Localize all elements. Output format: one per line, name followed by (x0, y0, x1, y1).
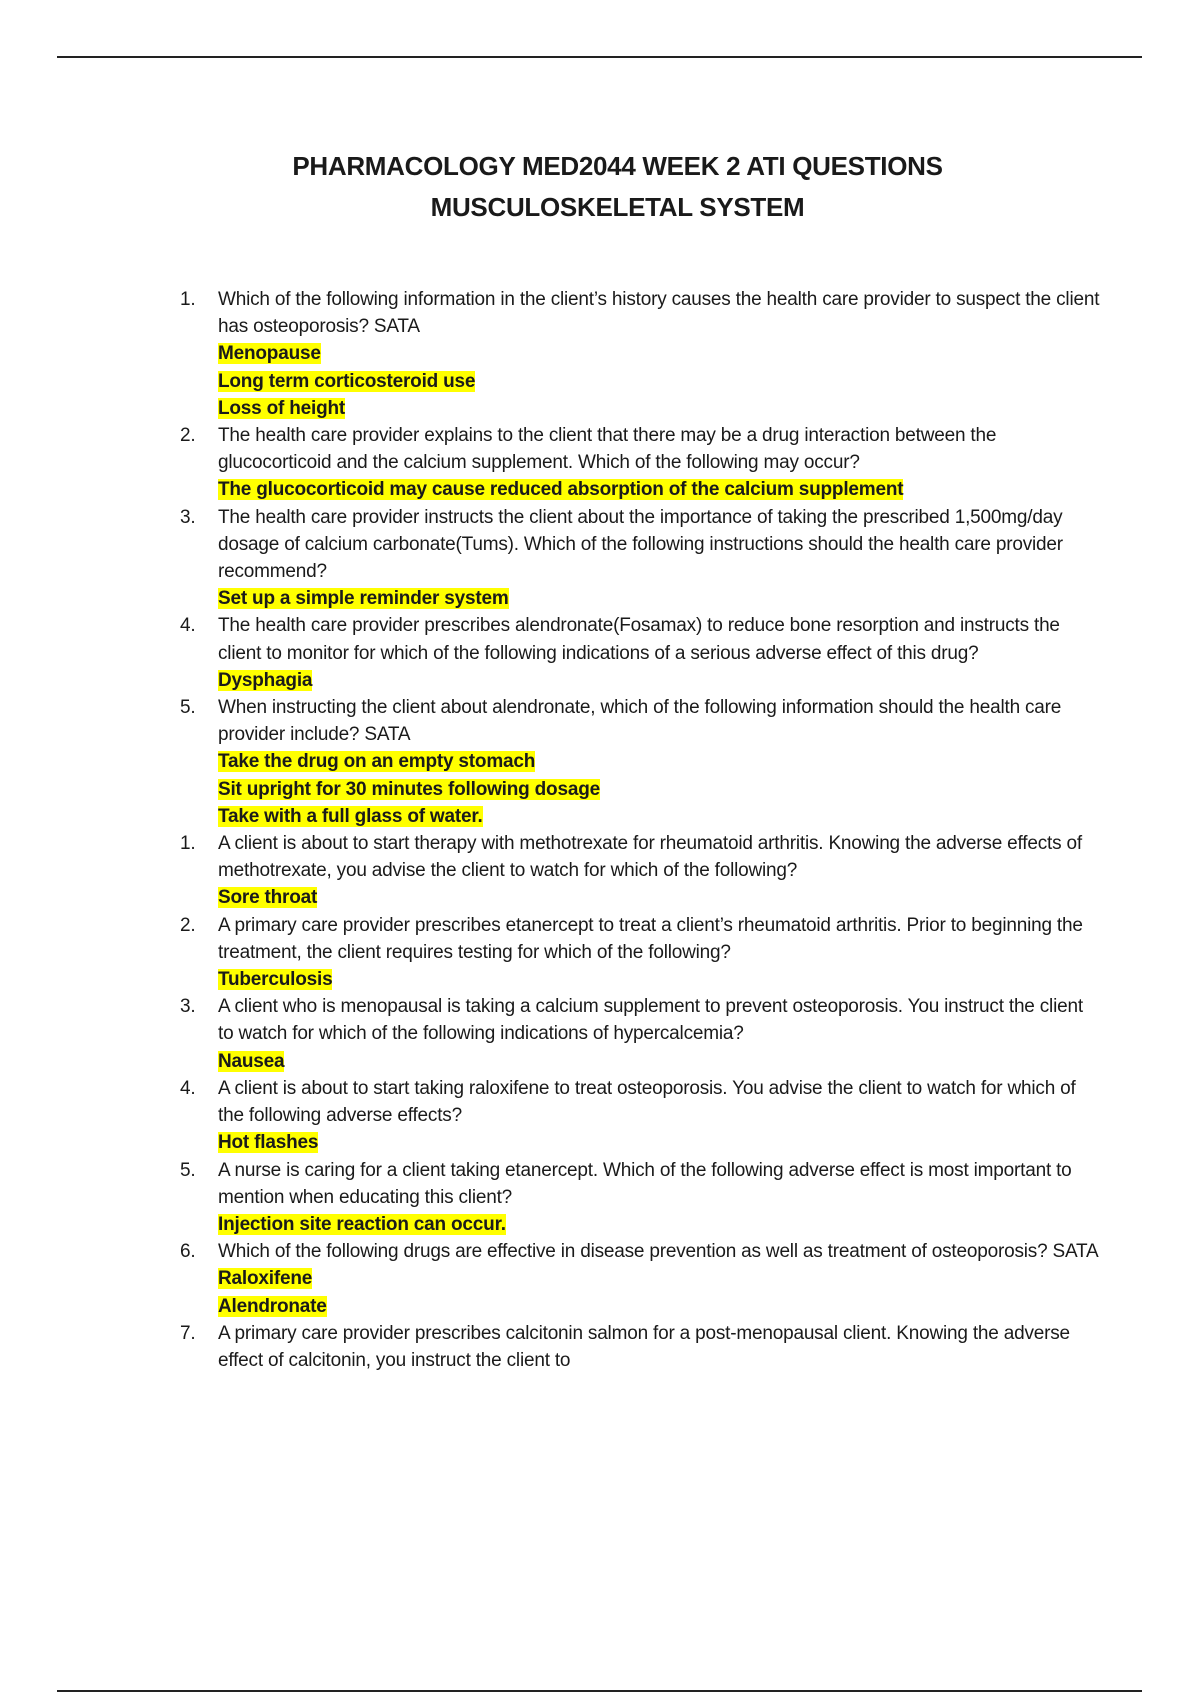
bottom-rule (57, 1690, 1142, 1692)
answer-highlight: Long term corticosteroid use (218, 370, 476, 392)
answer-line (218, 1129, 1100, 1156)
question-item (180, 1157, 1100, 1239)
answer-highlight: The glucocorticoid may cause reduced absorption of the calcium supplement (218, 479, 904, 501)
answer-line (218, 966, 1100, 993)
question-text: A nurse is caring for a client taking etanercept. Which of the following adverse effect is most important to mention when educating this client? (218, 1159, 1072, 1208)
answer-line (218, 585, 1100, 612)
answer-line (218, 1265, 1100, 1292)
question-item (180, 1075, 1100, 1157)
answer-highlight: Set up a simple reminder system (218, 588, 509, 610)
question-item (180, 830, 1100, 912)
question-number: 3. (180, 506, 196, 528)
title-line-2: MUSCULOSKELETAL SYSTEM (430, 192, 805, 222)
answer-line (218, 667, 1100, 694)
answer-line (218, 776, 1100, 803)
answer-line (218, 884, 1100, 911)
question-text: The health care provider explains to the client that there may be a drug interaction between the glucocorticoid and the calcium supplement. Which of the following may occur? (218, 425, 997, 474)
question-item (180, 422, 1100, 504)
answer-highlight: Nausea (218, 1050, 285, 1072)
question-number: 3. (180, 996, 196, 1018)
answer-highlight: Menopause (218, 343, 321, 365)
question-text: A primary care provider prescribes etanercept to treat a client’s rheumatoid arthritis. Prior to beginning the treatment, the client requires testing for which of the following? (218, 914, 1083, 963)
answer-highlight: Dysphagia (218, 669, 313, 691)
answer-highlight: Loss of height (218, 397, 346, 419)
question-number: 6. (180, 1241, 196, 1263)
question-item (180, 612, 1100, 694)
question-number: 7. (180, 1322, 196, 1344)
answer-highlight: Take the drug on an empty stomach (218, 751, 536, 773)
question-item (180, 912, 1100, 994)
answer-highlight: Tuberculosis (218, 969, 333, 991)
answer-line (218, 803, 1100, 830)
page-title (0, 146, 1200, 228)
answer-line (218, 1048, 1100, 1075)
question-number: 4. (180, 615, 196, 637)
question-text: Which of the following information in the client’s history causes the health care provider to suspect the client has osteoporosis? SATA (218, 289, 1100, 338)
question-number: 2. (180, 425, 196, 447)
question-number: 4. (180, 1077, 196, 1099)
answer-highlight: Alendronate (218, 1295, 327, 1317)
answer-line (218, 1211, 1100, 1238)
answer-line (218, 368, 1100, 395)
title-line-1: PHARMACOLOGY MED2044 WEEK 2 ATI QUESTIONS (292, 151, 943, 181)
question-text: A primary care provider prescribes calcitonin salmon for a post-menopausal client. Knowing the adverse effect of calcitonin, you instruct the client to (218, 1322, 1070, 1371)
question-number: 2. (180, 914, 196, 936)
answer-line (218, 476, 1100, 503)
question-item (180, 694, 1100, 830)
question-item (180, 1238, 1100, 1320)
question-list (180, 286, 1100, 1374)
top-rule (57, 56, 1142, 58)
answer-highlight: Hot flashes (218, 1132, 319, 1154)
question-text: A client who is menopausal is taking a calcium supplement to prevent osteoporosis. You instruct the client to watch for which of the following indications of hypercalcemia? (218, 996, 1083, 1045)
question-text: A client is about to start taking raloxifene to treat osteoporosis. You advise the client to watch for which of the following adverse effects? (218, 1077, 1076, 1127)
question-number: 1. (180, 833, 196, 855)
question-text: Which of the following drugs are effective in disease prevention as well as treatment of osteoporosis? SATA (218, 1241, 1099, 1263)
answer-line (218, 1293, 1100, 1320)
question-text: The health care provider instructs the client about the importance of taking the prescribed 1,500mg/day dosage of calcium carbonate(Tums). Which of the following instructions should the health care provider recommend? (218, 506, 1063, 583)
answer-highlight: Sit upright for 30 minutes following dosage (218, 778, 600, 800)
question-text: The health care provider prescribes alendronate(Fosamax) to reduce bone resorption and instructs the client to monitor for which of the following indications of a serious adverse effect of this drug? (218, 615, 1060, 664)
question-number: 1. (180, 289, 196, 310)
answer-highlight: Injection site reaction can occur. (218, 1213, 506, 1235)
answer-highlight: Raloxifene (218, 1268, 313, 1290)
question-item (180, 1320, 1100, 1374)
question-text: A client is about to start therapy with methotrexate for rheumatoid arthritis. Knowing the adverse effects of methotrexate, you advise the client to watch for which of the following? (218, 833, 1082, 882)
answer-line (218, 748, 1100, 775)
question-text: When instructing the client about alendronate, which of the following information should the health care provider include? SATA (218, 697, 1062, 746)
question-number: 5. (180, 697, 196, 719)
question-item (180, 504, 1100, 613)
answer-line (218, 395, 1100, 422)
question-item (180, 286, 1100, 422)
answer-highlight: Sore throat (218, 887, 318, 909)
answer-highlight: Take with a full glass of water. (218, 805, 483, 827)
question-item (180, 993, 1100, 1075)
question-number: 5. (180, 1159, 196, 1181)
answer-line (218, 340, 1100, 367)
